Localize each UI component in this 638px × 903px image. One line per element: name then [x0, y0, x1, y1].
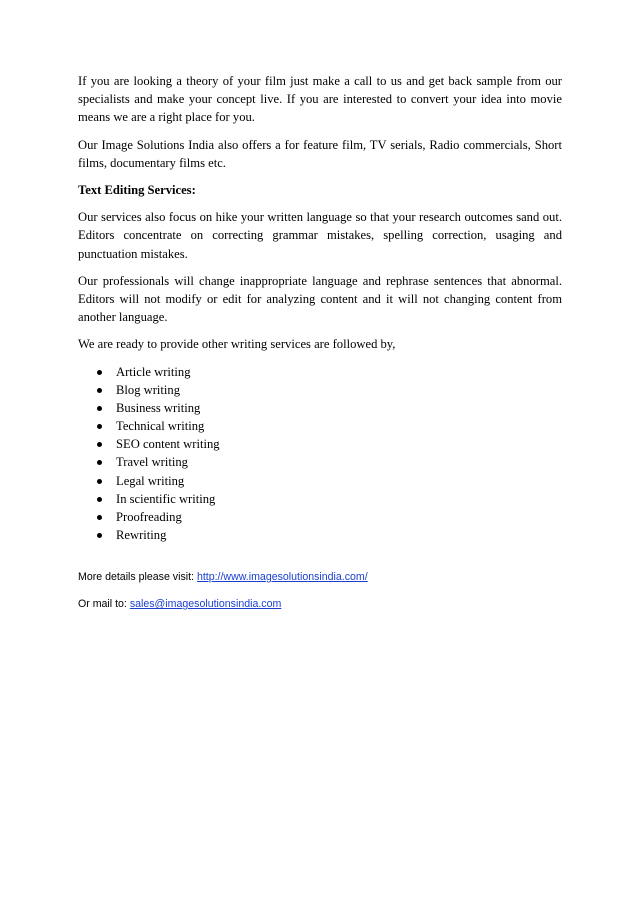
bullet-icon: [97, 460, 102, 465]
list-item-label: Business writing: [116, 400, 201, 415]
editing-services-paragraph: Our services also focus on hike your written language so that your research outcomes sand out. Editors concentrate on correcting grammar mistakes, spelling correction, usaging and punctuation mistakes.: [78, 210, 562, 261]
services-list: [78, 363, 562, 545]
list-item: [78, 490, 562, 508]
list-item: [78, 381, 562, 399]
email-link[interactable]: sales@imagesolutionsindia.com: [129, 598, 282, 610]
bullet-icon: [97, 388, 102, 393]
list-item: [78, 417, 562, 435]
list-item-label: Technical writing: [116, 419, 205, 434]
list-item-label: Rewriting: [116, 528, 167, 543]
details-label: More details please visit:: [78, 571, 197, 583]
writing-services-intro: We are ready to provide other writing services are followed by,: [78, 337, 396, 352]
list-item: [78, 453, 562, 471]
list-item-label: Travel writing: [116, 455, 188, 470]
website-link[interactable]: http://www.imagesolutionsindia.com/: [196, 571, 368, 583]
bullet-icon: [97, 442, 102, 447]
details-line: [78, 570, 562, 584]
bullet-icon: [97, 479, 102, 484]
bullet-icon: [97, 497, 102, 502]
bullet-icon: [97, 370, 102, 375]
list-item-label: Article writing: [116, 364, 191, 379]
list-item-label: Proofreading: [116, 509, 182, 524]
list-item: [78, 399, 562, 417]
offerings-paragraph: Our Image Solutions India also offers a for feature film, TV serials, Radio commercials, Short films, documentary films etc.: [78, 137, 562, 170]
document-body: [78, 72, 562, 544]
list-item-label: Legal writing: [116, 473, 185, 488]
list-item-label: Blog writing: [116, 382, 181, 397]
list-item-label: SEO content writing: [116, 437, 220, 452]
mail-line: [78, 597, 562, 611]
professionals-paragraph: Our professionals will change inappropriate language and rephrase sentences that abnormal. Editors will not modify or edit for analyzing content and it will not changing content from another language.: [78, 273, 562, 325]
intro-paragraph: If you are looking a theory of your film just make a call to us and get back sample from our specialists and make your concept live. If you are interested to convert your idea into movie means we are a right place for you.: [78, 74, 562, 125]
section-heading: Text Editing Services:: [78, 183, 196, 198]
list-item: [78, 472, 562, 490]
list-item-label: In scientific writing: [116, 491, 216, 506]
bullet-icon: [97, 424, 102, 429]
bullet-icon: [97, 533, 102, 538]
bullet-icon: [97, 515, 102, 520]
bullet-icon: [97, 406, 102, 411]
list-item: [78, 363, 562, 381]
list-item: [78, 435, 562, 453]
list-item: [78, 508, 562, 526]
list-item: [78, 526, 562, 544]
mail-label: Or mail to:: [78, 598, 130, 610]
